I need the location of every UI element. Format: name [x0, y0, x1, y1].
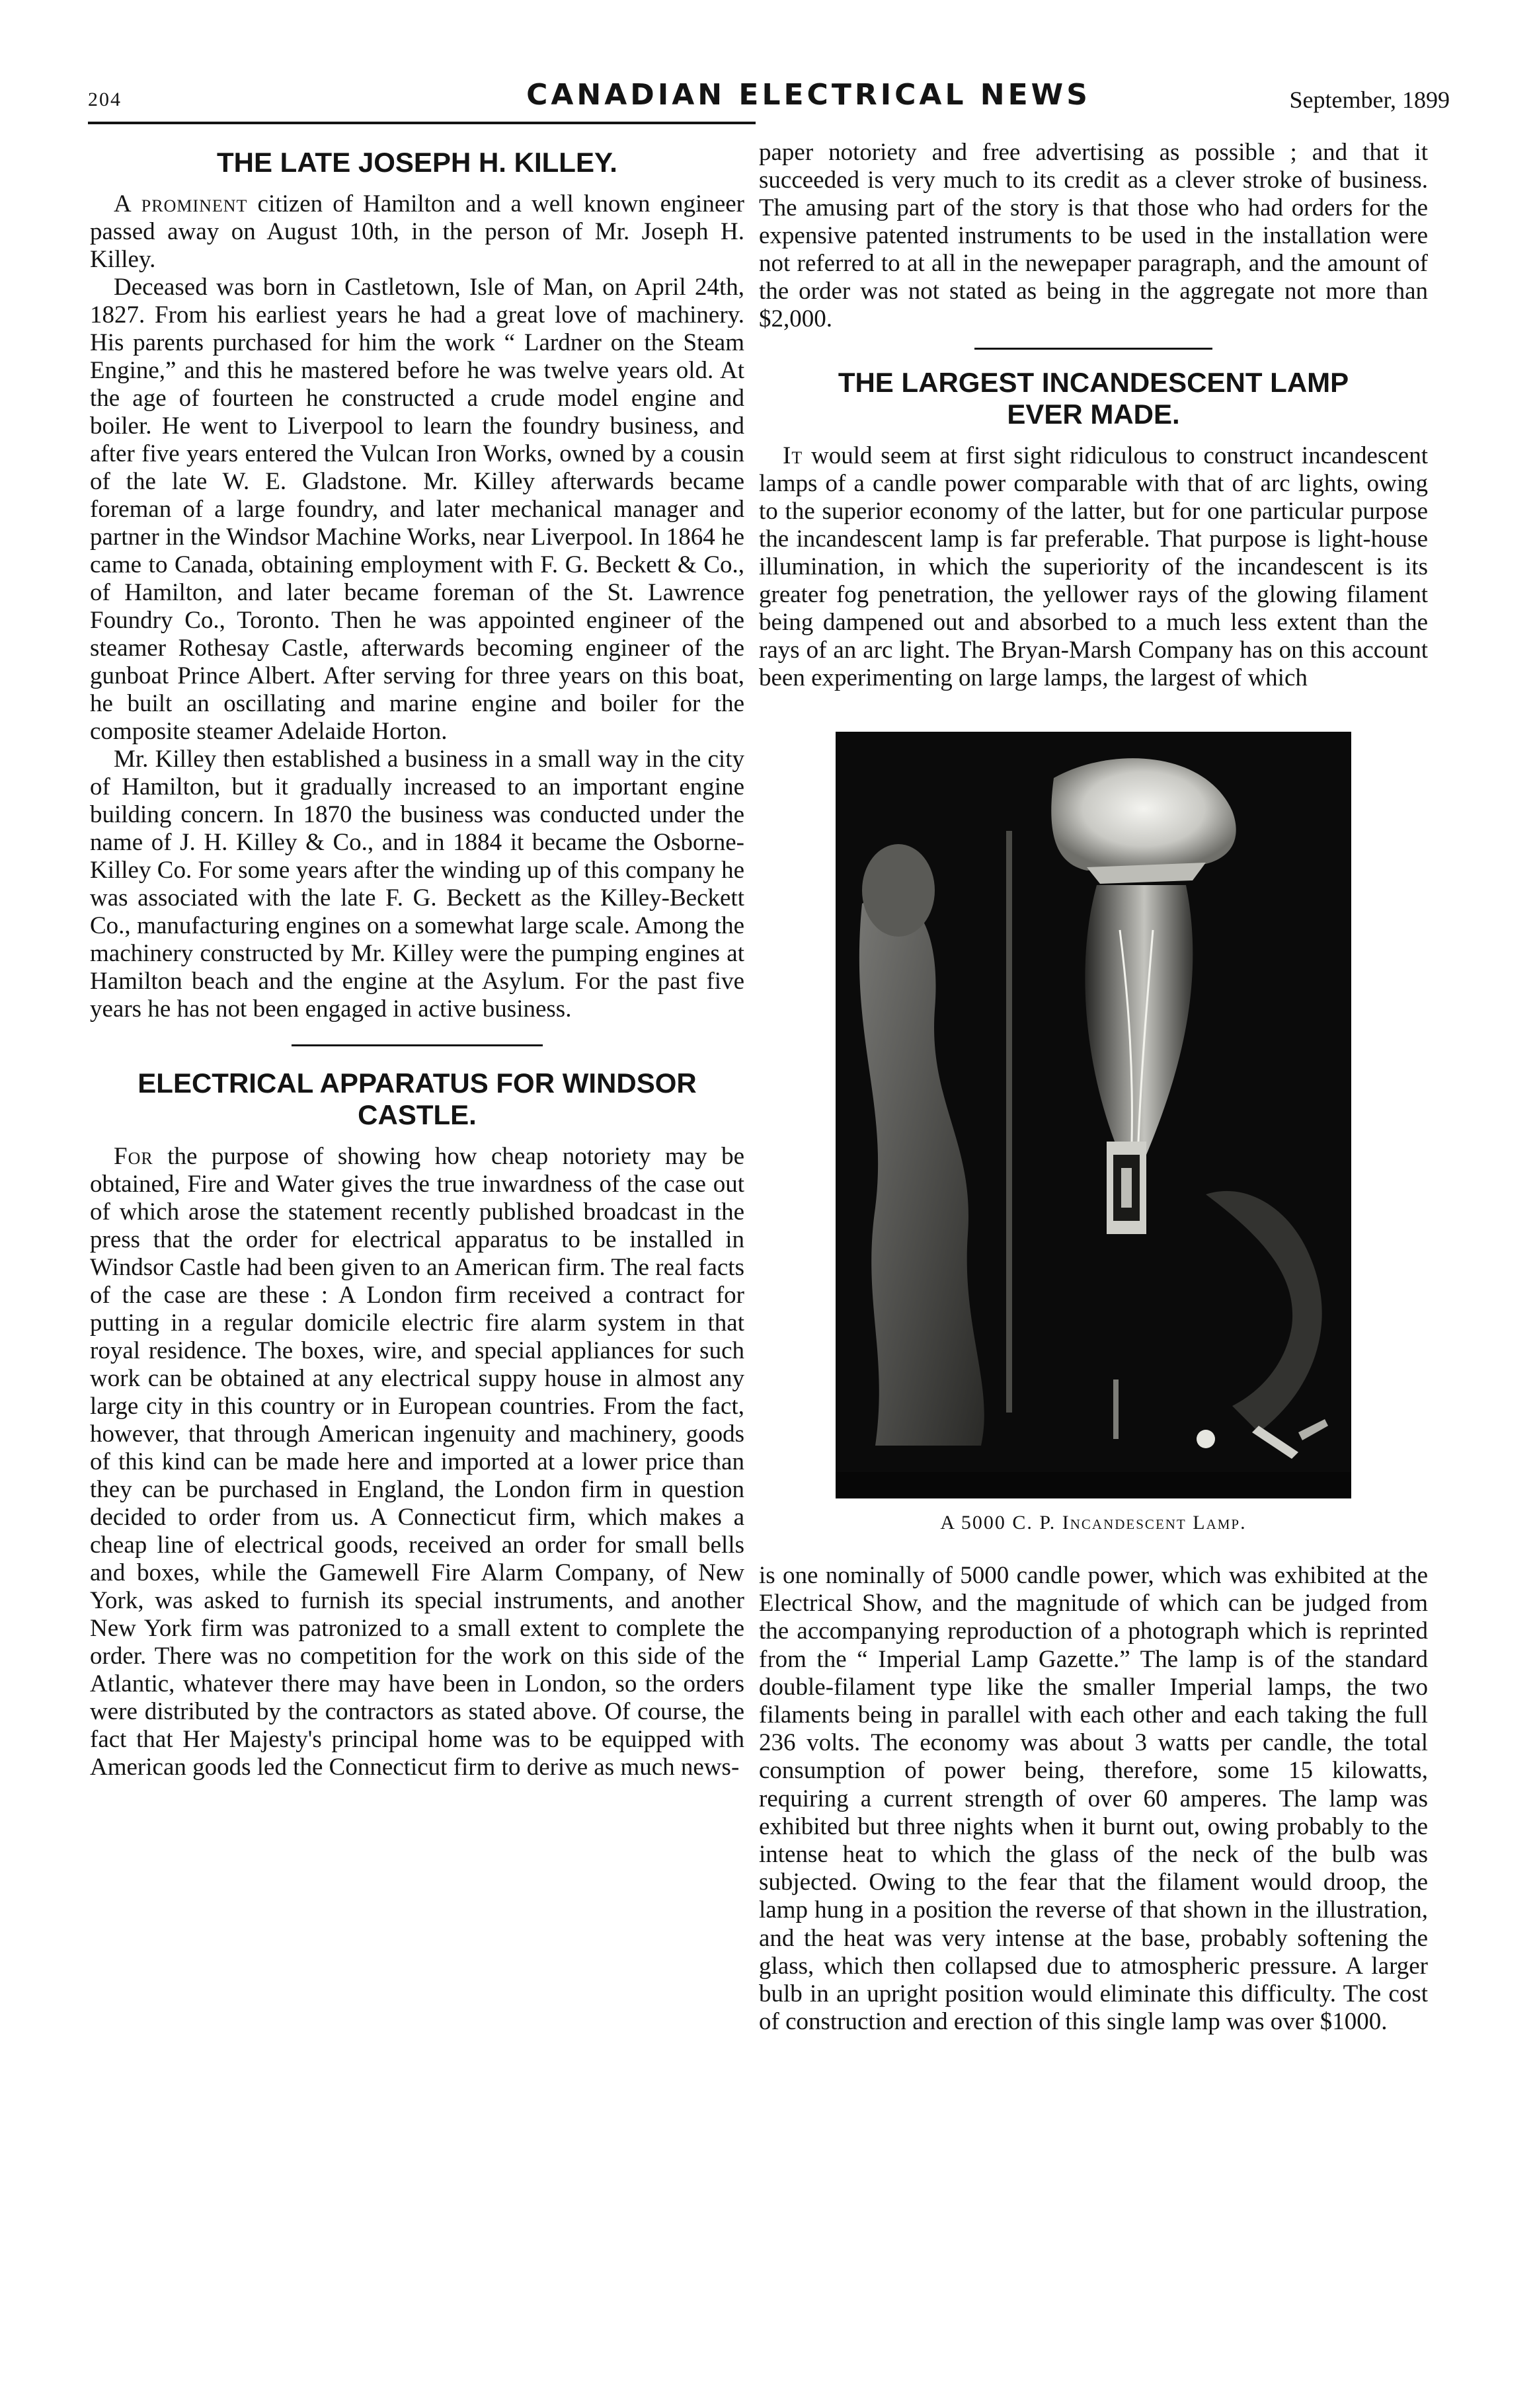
killey-lead-word: A prominent	[114, 190, 248, 217]
lamp-figure	[836, 732, 1351, 1537]
figure-caption: A 5000 C. P. Incandescent Lamp.	[940, 1512, 1247, 1534]
killey-paragraph-1-text: citizen of Hamilton and a well known engineer passed away on August 10th, in the person of Mr. Joseph H. Killey.	[90, 190, 745, 273]
windsor-paragraph-1-text: the purpose of showing how cheap notoriety may be obtained, Fire and Water gives the true inwardness of the case out of which arose the statement recently published broadcast in the press that the order for electrical apparatus to be installed in Windsor Castle had been given to an American firm. The real facts of the case are these : A London firm received a contract for putting in a regular domicile electric fire alarm system in that royal residence. The boxes, wire, and special appliances for such work can be obtained at any electrical suppy house in almost any large city in this country or in European countries. From the fact, however, that through American ingenuity and machinery, goods of this kind can be made here and imported at a lower price than they can be purchased in England, the London firm in question decided to order from us. A Connecticut firm, which makes a cheap line of electrical goods, received an order for small bells and boxes, while the Gamewell Fire Alarm Company, of New York, was asked to furnish its special instruments, and another New York firm was patronized to a small extent to complete the order. There was no competition for the work on this side of the Atlantic, whatever there may have been in London, so the orders were distributed by the contractors as stated above. Of course, the fact that Her Majesty's principal home was to be equipped with American goods led the Connecticut firm to derive as much news-	[90, 1143, 744, 1781]
lamp-paragraph-2: is one nominally of 5000 candle power, which was exhibited at the Electrical Show, and the magnitude of which can be judged from the accompanying reproduction of a photograph which is reprinted from the “ Imperial Lamp Gazette.” The lamp is of the standard double-filament type like the smaller Imperial lamps, the two filaments being in parallel with each other and each taking the full 236 volts. The economy was about 3 watts per candle, the total consumption of power being, therefore, some 15 kilowatts, requiring a current strength of over 60 amperes. The lamp was exhibited but three nights when it burnt out, owing probably to the intense heat to which the glass of the neck of the bulb was subjected. Owing to the fear that the filament would droop, the lamp hung in a position the reverse of that shown in the illustration, and the heat was very intense at the base, probably softening the glass, which then collapsed due to atmospheric pressure. A larger bulb in an upright position would eliminate this difficulty. The cost of construction and erection of this single lamp was over $1000.	[759, 1562, 1428, 2036]
article-separator	[292, 1044, 543, 1046]
killey-paragraph-3: Mr. Killey then established a business in a small way in the city of Hamilton, but it gradually increased to an important engine building concern. In 1870 the business was conducted under the name of J. H. Killey & Co., and in 1884 it became the Osborne-Killey Co. For some years after the winding up of this company he was associated with the late F. G. Beckett as the Killey-Beckett Co., manufacturing engines on a somewhat large scale. Among the machinery constructed by Mr. Killey were the pumping engines at Hamilton beach and the engine at the Asylum. For the past five years he has not been engaged in active business.	[90, 746, 744, 1023]
killey-paragraph-1	[90, 190, 744, 274]
header-rule	[88, 122, 756, 124]
headline-line-2: EVER MADE.	[1007, 399, 1180, 430]
lamp-paragraph-1	[759, 442, 1428, 692]
headline-line-1: THE LARGEST INCANDESCENT LAMP	[838, 367, 1349, 398]
headline-killey: THE LATE JOSEPH H. KILLEY.	[217, 147, 617, 178]
journal-title: CANADIAN ELECTRICAL NEWS	[526, 78, 1091, 112]
windsor-lead-word: For	[114, 1143, 153, 1170]
right-column	[759, 139, 1428, 2036]
page-header	[88, 66, 1450, 126]
lamp-lead-word: It	[783, 442, 803, 469]
left-column	[90, 139, 744, 1781]
killey-paragraph-2: Deceased was born in Castletown, Isle of Man, on April 24th, 1827. From his earliest years he had a great love of machinery. His parents purchased for him the work “ Lardner on the Steam Engine,” and this he mastered before he was twelve years old. At the age of fourteen he constructed a crude model engine and boiler. He went to Liverpool to learn the foundry business, and after five years entered the Vulcan Iron Works, owned by a cousin of the late W. E. Gladstone. Mr. Killey afterwards became foreman of a large foundry, and later mechanical manager and partner in the Windsor Machine Works, near Liverpool. In 1864 he came to Canada, obtaining employment with F. G. Beckett & Co., of Hamilton, and later became foreman of the St. Lawrence Foundry Co., Toronto. Then he was appointed engineer of the steamer Rothesay Castle, afterwards becoming engineer of the gunboat Prince Albert. After serving for three years on this boat, he built an oscillating and marine engine and boiler for the composite steamer Adelaide Horton.	[90, 274, 744, 745]
lamp-photograph	[836, 732, 1351, 1498]
lamp-photo-illustration	[836, 732, 1351, 1498]
headline-largest-lamp	[759, 367, 1428, 430]
headline-windsor-castle: ELECTRICAL APPARATUS FOR WINDSOR CASTLE.	[138, 1068, 697, 1130]
windsor-continuation: paper notoriety and free advertising as possible ; and that it succeeded is very much to its credit as a clever stroke of business. The amusing part of the story is that those who had orders for the expensive patented instruments to be used in the installation were not referred to at all in the newepaper paragraph, and the amount of the order was not stated as being in the aggregate not more than $2,000.	[759, 139, 1428, 332]
article-separator	[974, 348, 1212, 350]
issue-date: September, 1899	[1289, 87, 1450, 113]
page-number: 204	[88, 89, 122, 110]
windsor-paragraph-1	[90, 1143, 744, 1781]
lamp-paragraph-1-text: would seem at first sight ridiculous to construct incandescent lamps of a candle power comparable with that of arc lights, owing to the superior economy of the latter, but for one particular purpose the incandescent lamp is far preferable. That purpose is light-house illumination, in which the superiority of the incandescent is its greater fog penetration, the yellower rays of the glowing filament being dampened out and absorbed to a much less extent than the rays of an arc light. The Bryan-Marsh Company has on this account been experimenting on large lamps, the largest of which	[759, 442, 1428, 691]
